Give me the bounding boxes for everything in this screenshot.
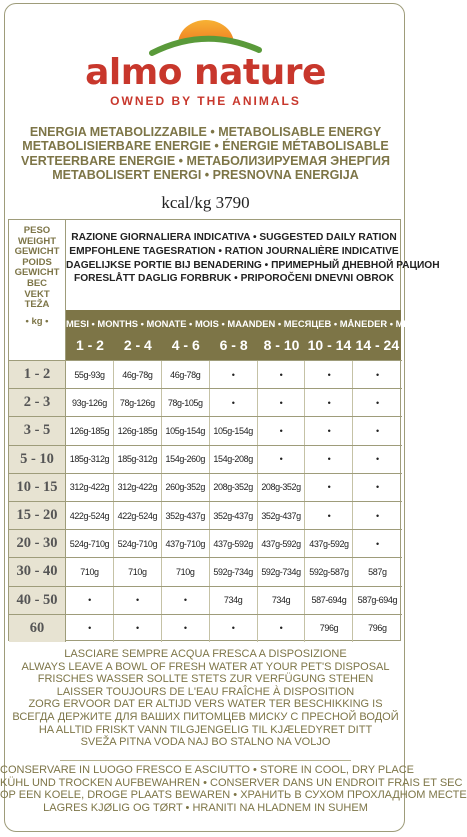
ration-cell: 422g-524g <box>114 502 162 529</box>
ration-cell: • <box>375 454 379 465</box>
ration-cell: 154g-260g <box>162 446 210 473</box>
energy-line: METABOLISIERBARE ENERGIE • ÉNERGIE MÉTABOLISABLE <box>22 139 389 154</box>
ration-cell: 437g-592g <box>258 530 306 557</box>
table-row <box>9 501 402 529</box>
ration-header-line: RAZIONE GIORNALIERA INDICATIVA • SUGGESTED DAILY RATION <box>71 232 397 243</box>
ration-cell: 46g-78g <box>114 361 162 388</box>
store-line: LAGRES KJØLIG OG TØRT • HRANITI NA HLADNEM IN SUHEM <box>43 801 368 814</box>
water-line: ALWAYS LEAVE A BOWL OF FRESH WATER AT YOUR PET'S DISPOSAL <box>21 660 390 673</box>
water-line: ВСЕГДА ДЕРЖИТЕ ДЛЯ ВАШИХ ПИТОМЦЕВ МИСКУ С ПРЕСНОЙ ВОДОЙ <box>12 710 399 723</box>
ration-cell: 524g-710g <box>114 530 162 557</box>
brand-logo <box>0 8 411 113</box>
ration-cell: 208g-352g <box>258 474 306 501</box>
table-row <box>9 473 402 501</box>
month-range: 2 - 4 <box>123 337 152 353</box>
store-line: KÜHL UND TROCKEN AUFBEWAHREN • CONSERVER DANS UN ENDROIT FRAIS ET SEC <box>0 776 463 789</box>
ration-header-line: EMPFOHLENE TAGESRATION • RATION JOURNALIÈRE INDICATIVE <box>69 245 399 257</box>
ration-header <box>66 220 440 310</box>
weight-cell: 30 - 40 <box>9 558 66 585</box>
ration-cell: 208g-352g <box>210 474 258 501</box>
ration-cell: 352g-437g <box>210 502 258 529</box>
ration-cell: • <box>306 446 354 473</box>
table-row <box>9 529 402 557</box>
weight-header-line: TEŽA <box>24 299 50 311</box>
ration-cell: • <box>306 474 354 501</box>
table-row <box>9 388 402 416</box>
store-line: OP EEN KOELE, DROGE PLAATS BEWAREN • ХРАНИТЬ В СУХОМ ПРОХЛАДНОМ МЕСТЕ <box>0 789 467 802</box>
ration-cell: • <box>375 397 379 408</box>
ration-cell: 524g-710g <box>66 530 114 557</box>
energy-heading <box>0 125 411 182</box>
weight-header-line: ВЕС <box>26 277 48 289</box>
weight-cell: 20 - 30 <box>9 530 66 557</box>
ration-cell: 587g <box>368 566 387 577</box>
ration-cell: • <box>210 615 258 642</box>
weight-cell: 3 - 5 <box>9 417 66 444</box>
ration-cell: • <box>66 587 114 614</box>
table-row <box>9 586 402 614</box>
ration-cell: 260g-352g <box>162 474 210 501</box>
ration-cell: • <box>162 615 210 642</box>
table-row <box>9 360 402 388</box>
ration-cell: 185g-312g <box>66 446 114 473</box>
ration-cell: • <box>306 389 354 416</box>
table-row <box>9 614 402 642</box>
month-range: 10 - 14 <box>307 337 352 353</box>
weight-header-line: WEIGHT <box>18 235 56 247</box>
ration-cell: 312g-422g <box>114 474 162 501</box>
weight-cell: 5 - 10 <box>9 446 66 473</box>
ration-cell: • <box>66 615 114 642</box>
weight-header-line: POIDS <box>22 256 52 268</box>
ration-cell: 587g-694g <box>357 595 398 606</box>
ration-cell: • <box>210 389 258 416</box>
ration-cell: 185g-312g <box>114 446 162 473</box>
weight-header-line: VEKT <box>24 288 50 300</box>
table-row <box>9 416 402 444</box>
ration-cell: • <box>258 389 306 416</box>
weight-column-header <box>9 220 66 360</box>
months-label: MESI • MONTHS • MONATE • MOIS • MAANDEN • МЕСЯЦЕВ • MÅNEDER • MESECEV <box>66 318 442 329</box>
month-range: 4 - 6 <box>171 337 200 353</box>
divider <box>60 760 351 761</box>
ration-cell: 312g-422g <box>66 474 114 501</box>
ration-header-line: DAGELIJKSE PORTIE BIJ BENADERING • ПРИМЕРНЫЙ ДНЕВНОЙ РАЦИОН <box>66 259 440 271</box>
ration-cell: 126g-185g <box>114 417 162 444</box>
month-range: 14 - 24 <box>355 337 400 353</box>
ration-header-line: FORESLÅTT DAGLIG FORBRUK • PRIPOROČENI DNEVNI OBROK <box>74 273 394 285</box>
ration-cell: 154g-208g <box>210 446 258 473</box>
ration-cell: 796g <box>306 615 354 642</box>
water-line: LASCIARE SEMPRE ACQUA FRESCA A DISPOSIZIONE <box>64 648 347 660</box>
ration-cell: • <box>306 417 354 444</box>
weight-header-line: PESO <box>23 225 51 236</box>
ration-cell: 422g-524g <box>66 502 114 529</box>
energy-line: METABOLISERT ENERGI • PRESNOVNA ENERGIJA <box>52 167 359 182</box>
ration-cell: 78g-105g <box>162 389 210 416</box>
ration-cell: 126g-185g <box>66 417 114 444</box>
ration-cell: 93g-126g <box>66 389 114 416</box>
ration-cell: 352g-437g <box>258 502 306 529</box>
storage-notice <box>0 764 467 814</box>
ration-cell: 437g-592g <box>210 530 258 557</box>
ration-cell: 796g <box>368 623 387 634</box>
ration-cell: 734g <box>210 587 258 614</box>
water-notice <box>0 648 411 749</box>
water-line: HA ALLTID FRISKT VANN TILGJENGELIG TIL KJÆLEDYRET DITT <box>38 723 373 736</box>
ration-cell: • <box>114 587 162 614</box>
energy-line: VERTEERBARE ENERGIE • МЕТАБОЛИЗИРУЕМАЯ ЭНЕРГИЯ <box>21 153 390 168</box>
weight-cell: 10 - 15 <box>9 474 66 501</box>
ration-cell: 734g <box>258 587 306 614</box>
store-line: CONSERVARE IN LUOGO FRESCO E ASCIUTTO • STORE IN COOL, DRY PLACE <box>0 764 415 776</box>
ration-cell: • <box>375 538 379 549</box>
water-line: SVEŽA PITNA VODA NAJ BO STALNO NA VOLJO <box>80 736 331 749</box>
weight-cell: 40 - 50 <box>9 587 66 614</box>
water-line: ZORG ERVOOR DAT ER ALTIJD VERS WATER TER BESCHIKKING IS <box>28 698 383 711</box>
ration-cell: • <box>162 587 210 614</box>
ration-cell: 46g-78g <box>162 361 210 388</box>
energy-line: ENERGIA METABOLIZZABILE • METABOLISABLE ENERGY <box>29 125 382 139</box>
month-range: 6 - 8 <box>219 337 248 353</box>
ration-cell: 592g-734g <box>258 558 306 585</box>
sun-hill-icon <box>150 16 261 56</box>
weight-cell: 2 - 3 <box>9 389 66 416</box>
months-header-band <box>66 310 442 360</box>
ration-cell: • <box>306 502 354 529</box>
weight-header-line: GEWICHT <box>14 246 60 258</box>
ration-cell: • <box>375 510 379 521</box>
month-range: 8 - 10 <box>263 337 300 353</box>
ration-cell: 437g-710g <box>162 530 210 557</box>
ration-cell: 105g-154g <box>210 417 258 444</box>
ration-cell: 78g-126g <box>114 389 162 416</box>
ration-cell: • <box>306 361 354 388</box>
ration-cell: 592g-587g <box>306 558 354 585</box>
weight-header-line: • kg • <box>25 315 49 327</box>
ration-table <box>8 219 442 641</box>
kcal-value: kcal/kg 3790 <box>161 193 250 212</box>
ration-cell: • <box>375 369 379 380</box>
ration-cell: 105g-154g <box>162 417 210 444</box>
ration-cell: 587-694g <box>306 587 354 614</box>
table-row <box>9 557 402 585</box>
ration-cell: 710g <box>162 558 210 585</box>
weight-header-line: GEWICHT <box>14 267 60 279</box>
month-range: 1 - 2 <box>75 337 104 353</box>
ration-cell: 352g-437g <box>162 502 210 529</box>
ration-cell: • <box>258 417 306 444</box>
brand-name: almo nature <box>85 52 326 93</box>
ration-cell: 55g-93g <box>66 361 114 388</box>
brand-tagline: OWNED BY THE ANIMALS <box>110 94 301 108</box>
water-line: LAISSER TOUJOURS DE L'EAU FRAÎCHE À DISPOSITION <box>56 685 355 698</box>
water-line: FRISCHES WASSER SOLLTE STETS ZUR VERFÜGUNG STEHEN <box>37 673 374 686</box>
ration-cell: • <box>258 446 306 473</box>
ration-cell: • <box>114 615 162 642</box>
ration-cell: • <box>375 482 379 493</box>
ration-cell: • <box>258 361 306 388</box>
weight-cell: 60 <box>9 615 66 642</box>
weight-cell: 1 - 2 <box>9 361 66 388</box>
ration-cell: • <box>375 425 379 436</box>
weight-cell: 15 - 20 <box>9 502 66 529</box>
ration-cell: 710g <box>66 558 114 585</box>
ration-cell: 592g-734g <box>210 558 258 585</box>
ration-cell: 437g-592g <box>306 530 354 557</box>
ration-cell: • <box>258 615 306 642</box>
ration-cell: • <box>210 361 258 388</box>
ration-cell: 710g <box>114 558 162 585</box>
table-row <box>9 445 402 473</box>
